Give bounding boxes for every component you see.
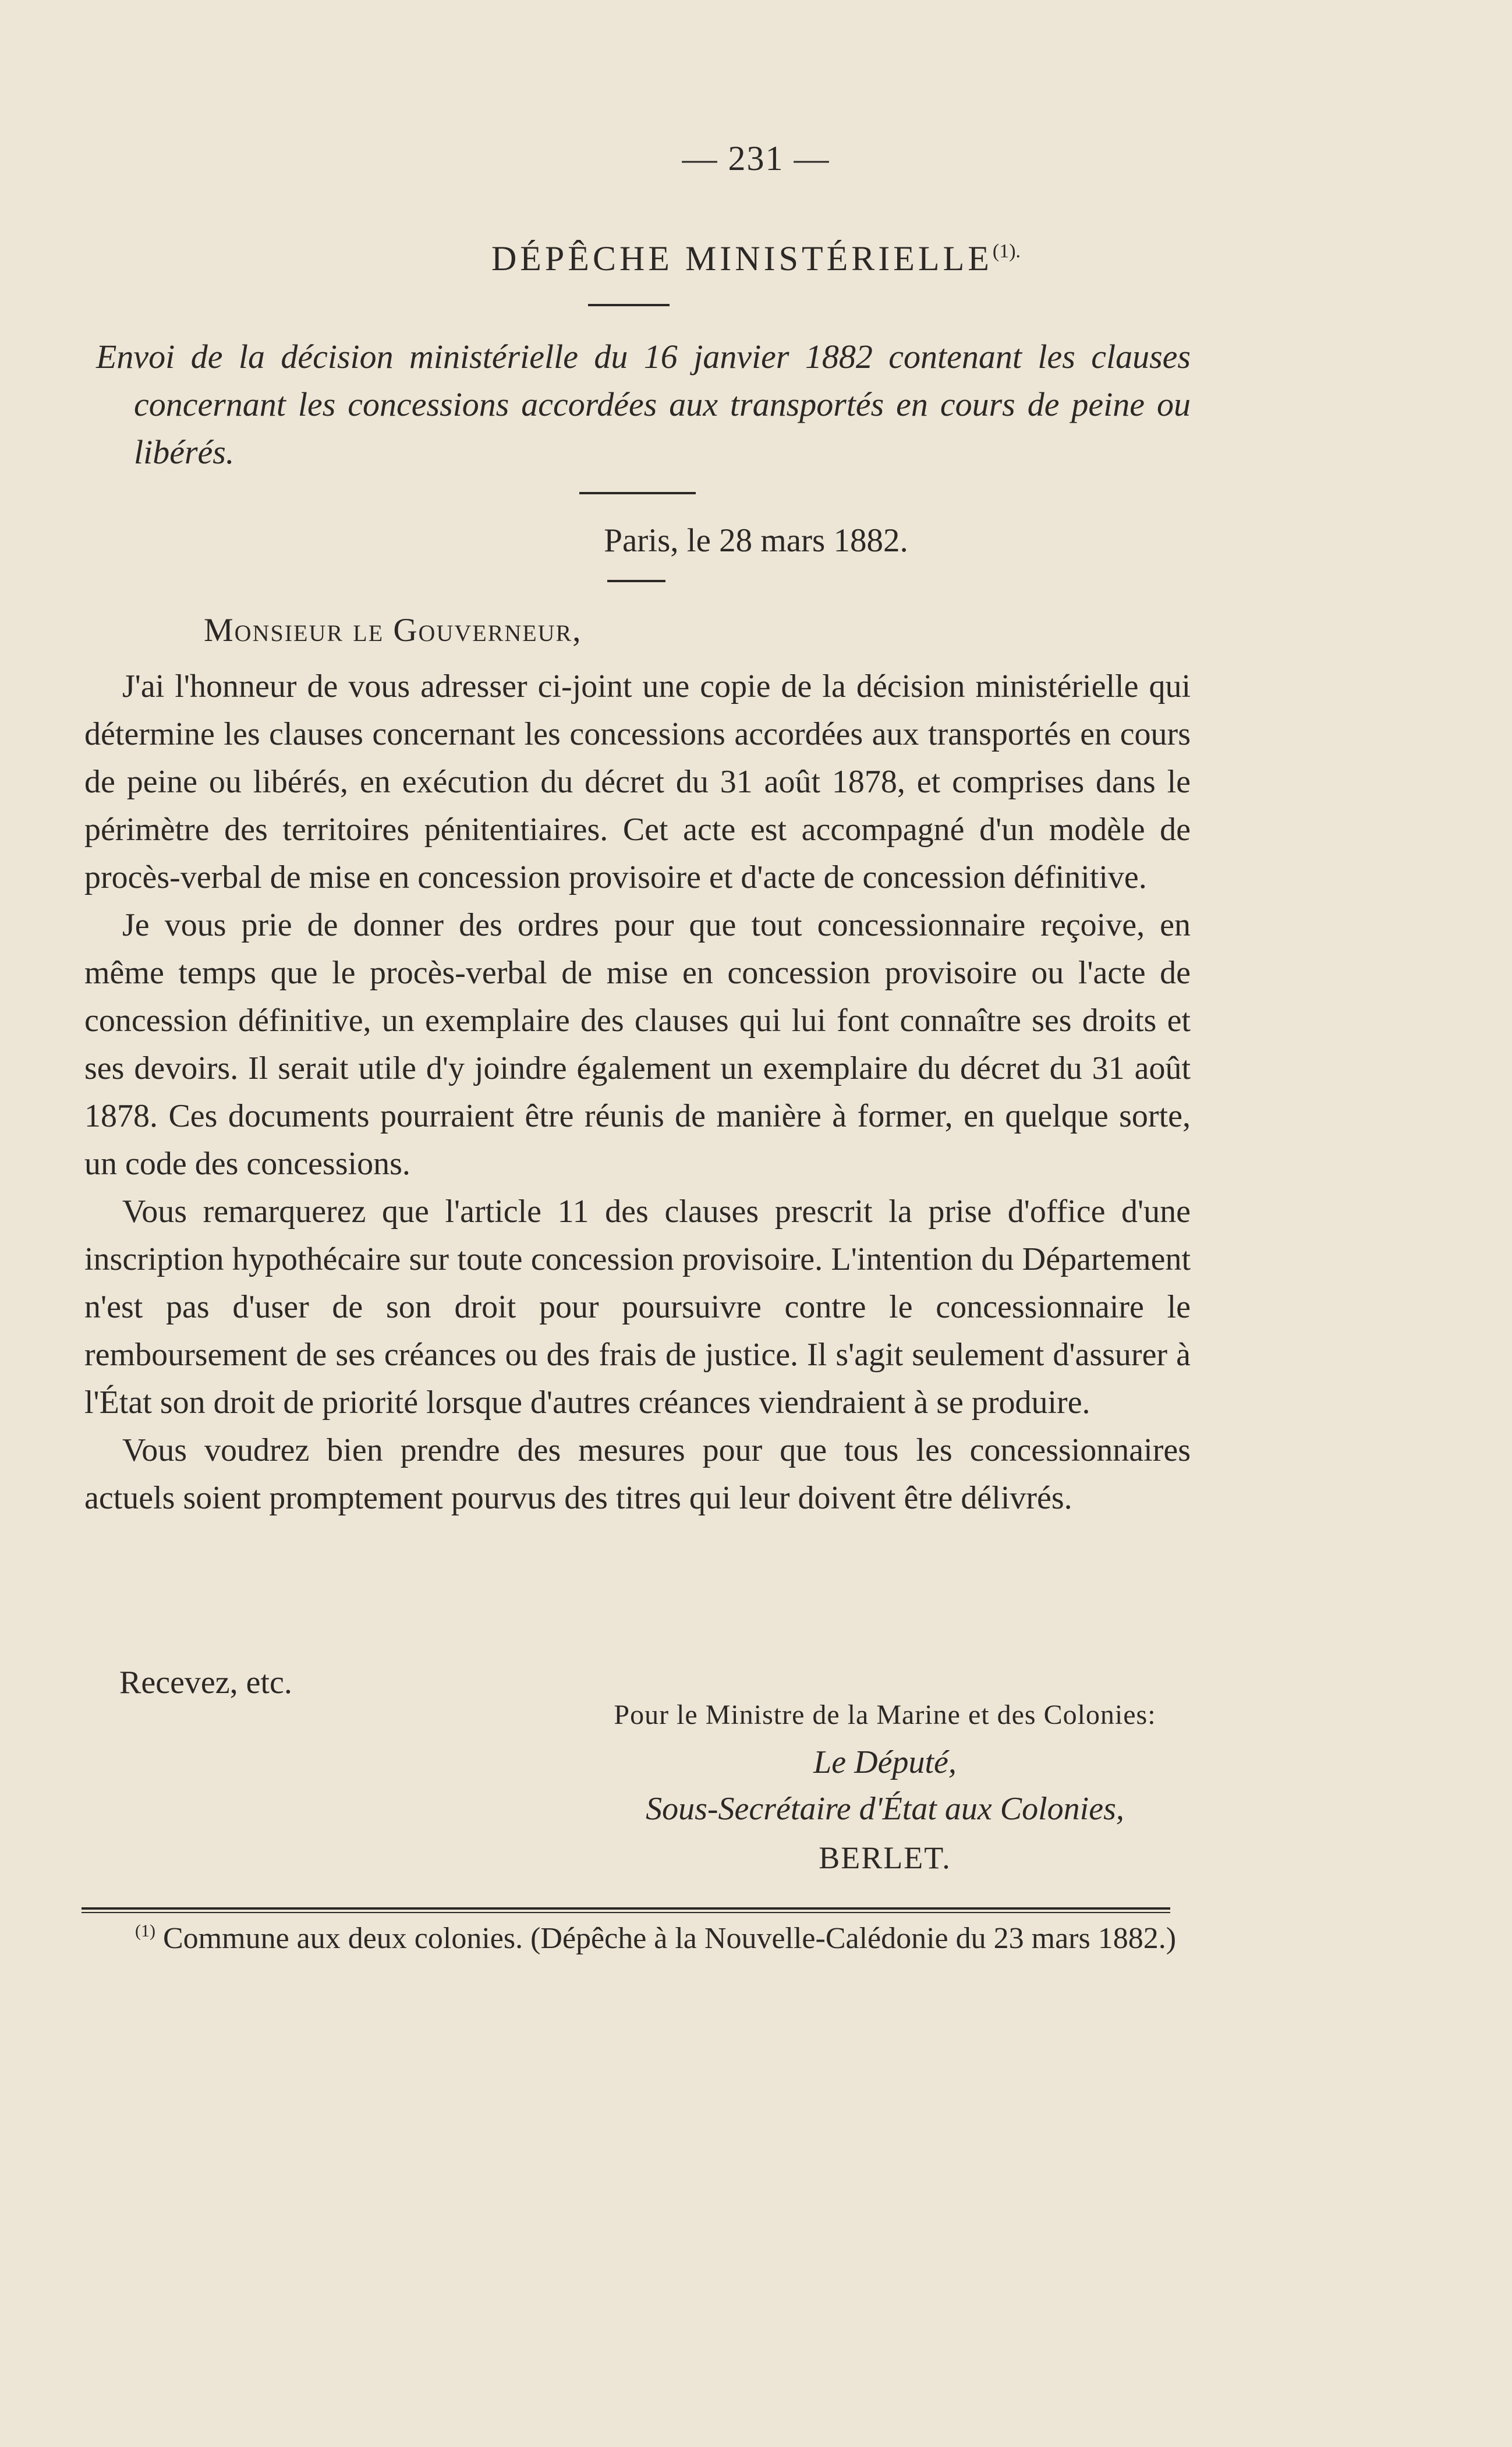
page-number: — 231 — [682, 139, 830, 178]
paragraph: Vous remarquerez que l'article 11 des clauses prescrit la prise d'office d'une inscription hypothécaire sur toute concession provisoire. L'intention du Département n'est pas d'user de son droit pour poursuivre contre le concessionnaire le remboursement de ses créances ou des frais de justice. Il s'agit seulement d'assurer à l'État son droit de priorité lorsque d'autres créances viendraient à se produire. [84, 1194, 1191, 1421]
subject-text: Envoi de la décision ministérielle du 16 janvier 1882 contenant les clauses concernant les concessions accordées aux transportés en cours de peine ou libérés. [96, 338, 1191, 471]
footnote-marker: (1) [135, 1921, 155, 1940]
title-text: DÉPÊCHE MINISTÉRIELLE [491, 239, 993, 278]
signature-deputy: Le Député, [813, 1744, 957, 1780]
subject-rule [579, 492, 696, 494]
footnote-text: Commune aux deux colonies. (Dépêche à la Nouvelle-Calédonie du 23 mars 1882.) [162, 1922, 1177, 1955]
footnote-rule [82, 1907, 1170, 1910]
paragraph: J'ai l'honneur de vous adresser ci-joint une copie de la décision ministérielle qui détermine les clauses concernant les concessions accordées aux transportés en cours de peine ou libérés, en exécution du décret du 31 août 1878, et comprises dans le périmètre des territoires pénitentiaires. Cet acte est accompagné d'un modèle de procès-verbal de mise en concession provisoire et d'acte de concession définitive. [84, 668, 1191, 895]
dateline: Paris, le 28 mars 1882. [604, 522, 908, 559]
closing: Recevez, etc. [119, 1665, 292, 1701]
letter-body [84, 663, 1191, 1522]
subject-line [96, 333, 1191, 476]
salutation: Monsieur le Gouverneur, [204, 612, 582, 649]
paragraph: Vous voudrez bien prendre des mesures pour que tous les concessionnaires actuels soient promptement pourvus des titres qui leur doivent être délivrés. [84, 1432, 1191, 1516]
paragraph: Je vous prie de donner des ordres pour que tout concessionnaire reçoive, en même temps que le procès-verbal de mise en concession provisoire ou l'acte de concession définitive, un exemplaire des clauses qui lui font connaître ses droits et ses devoirs. Il serait utile d'y joindre également un exemplaire du décret du 31 août 1878. Ces documents pourraient être réunis de manière à former, en quelque sorte, un code des concessions. [84, 907, 1191, 1182]
footnote [135, 1921, 1176, 1956]
title-rule [588, 304, 670, 306]
footnote-rule-thin [82, 1912, 1170, 1913]
dateline-rule [607, 580, 665, 582]
title-footnote-marker: (1). [992, 240, 1021, 262]
signature-for-line: Pour le Ministre de la Marine et des Colonies: [614, 1699, 1156, 1730]
signature-title: Sous-Secrétaire d'État aux Colonies, [646, 1791, 1124, 1827]
document-title [0, 239, 1512, 279]
signature-name: BERLET. [819, 1840, 951, 1875]
